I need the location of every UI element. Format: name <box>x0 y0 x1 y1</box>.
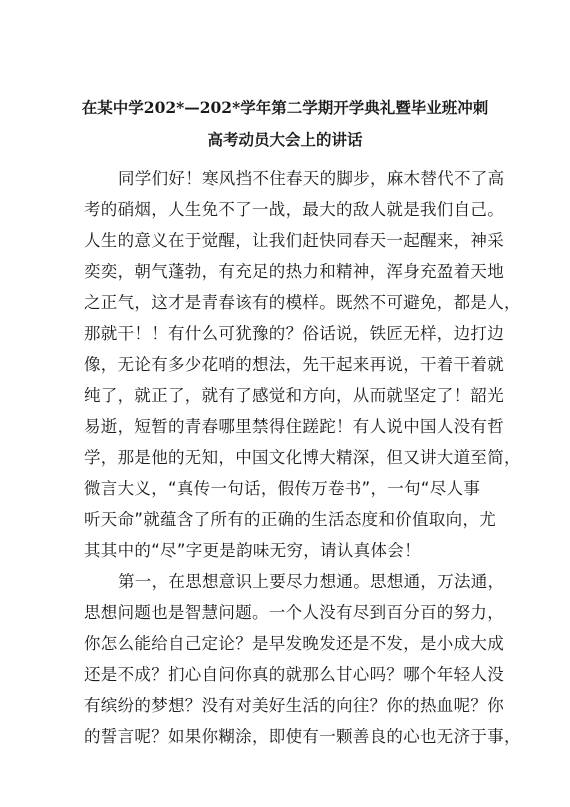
paragraph-line: 易逝，短暂的青春哪里禁得住蹉跎！有人说中国人没有哲 <box>84 417 504 436</box>
paragraph-line: 之正气，这才是青春该有的模样。既然不可避免，都是人， <box>84 293 521 312</box>
paragraph-line: 第一，在思想意识上要尽力想通。思想通，万法通， <box>118 572 505 591</box>
paragraph-line: 微言大义，“真传一句话，假传万卷书”，一句“尽人事 <box>84 479 481 498</box>
paragraph-line: 人生的意义在于觉醒，让我们赶快同春天一起醒来，神采 <box>84 231 504 250</box>
paragraph-line: 考的硝烟，人生免不了一战，最大的敌人就是我们自己。 <box>84 200 504 219</box>
paragraph-line: 听天命”就蕴含了所有的正确的生活态度和价值取向，尤 <box>84 510 497 529</box>
paragraph-line: 同学们好！寒风挡不住春天的脚步，麻木替代不了高 <box>118 169 505 188</box>
paragraph-line: 纯了，就正了，就有了感觉和方向，从而就坚定了！韶光 <box>84 386 504 405</box>
paragraph-line: 其其中的“尽”字更是韵味无穷，请认真体会！ <box>84 541 421 560</box>
title-line-1: 在某中学202*—202*学年第二学期开学典礼暨毕业班冲刺 <box>81 98 489 117</box>
paragraph-line: 你怎么能给自己定论？是早发晚发还是不发，是小成大成 <box>84 634 504 653</box>
paragraph-line: 还是不成？扪心自问你真的就那么甘心吗？哪个年轻人没 <box>84 665 504 684</box>
title-line-2: 高考动员大会上的讲话 <box>207 130 363 149</box>
paragraph-line: 像，无论有多少花哨的想法，先干起来再说，干着干着就 <box>84 355 504 374</box>
paragraph-line: 学，那是他的无知，中国文化博大精深，但又讲大道至简， <box>84 448 521 467</box>
paragraph-line: 那就干！！有什么可犹豫的？俗话说，铁匠无样，边打边 <box>84 324 504 343</box>
paragraph-line: 思想问题也是智慧问题。一个人没有尽到百分百的努力， <box>84 603 504 622</box>
paragraph-line: 奕奕，朝气蓬勃，有充足的热力和精神，浑身充盈着天地 <box>84 262 504 281</box>
paragraph-line: 有缤纷的梦想？没有对美好生活的向往？你的热血呢？你 <box>84 696 504 715</box>
paragraph-line: 的誓言呢？如果你糊涂，即使有一颗善良的心也无济于事， <box>84 727 521 746</box>
